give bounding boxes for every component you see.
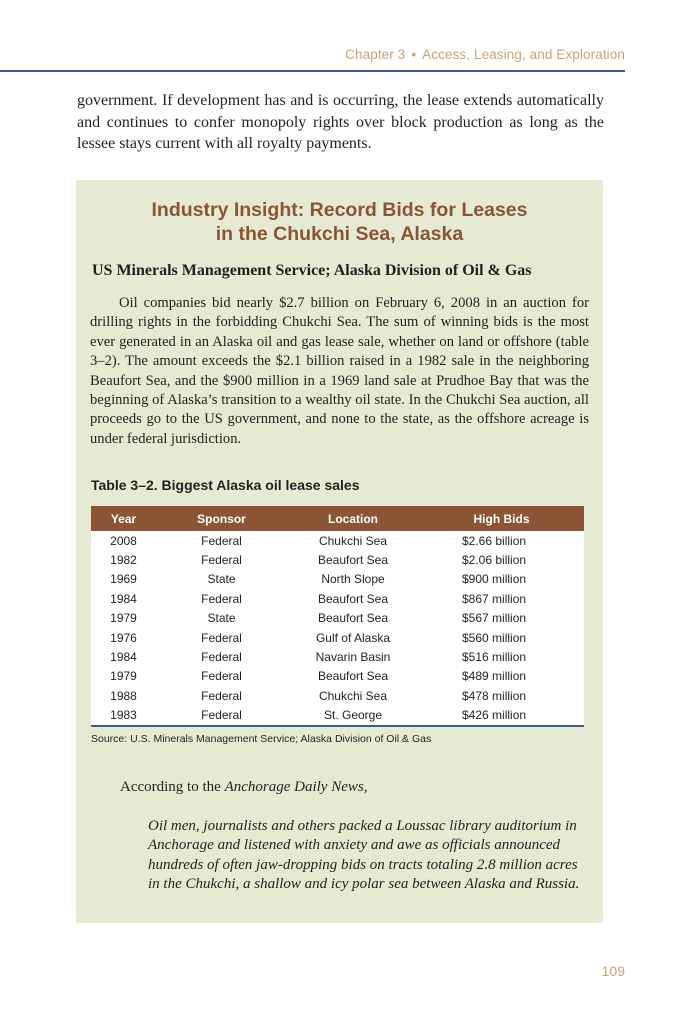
quote-intro xyxy=(120,777,367,797)
table-row xyxy=(91,550,584,569)
cell-location: Beaufort Sea xyxy=(317,611,389,626)
table-header-row xyxy=(91,506,584,531)
running-head-separator: • xyxy=(411,47,417,62)
table-row xyxy=(91,628,584,647)
cell-location: Beaufort Sea xyxy=(317,591,389,606)
running-head xyxy=(0,47,625,62)
cell-year: 2008 xyxy=(110,533,137,548)
table-row xyxy=(91,609,584,628)
cell-year: 1976 xyxy=(110,630,137,645)
cell-location: St. George xyxy=(323,708,383,723)
table-caption: Table 3–2. Biggest Alaska oil lease sales xyxy=(91,477,360,493)
cell-sponsor: Federal xyxy=(201,708,242,723)
cell-high-bids: $867 million xyxy=(462,591,527,606)
running-head-chapter: Chapter 3 xyxy=(345,47,406,62)
cell-location: North Slope xyxy=(321,572,385,587)
cell-year: 1983 xyxy=(110,708,137,723)
sidebar-title xyxy=(76,198,603,246)
cell-location: Chukchi Sea xyxy=(318,533,388,548)
sidebar-paragraph: Oil companies bid nearly $2.7 billion on February 6, 2008 in an auction for drilling rights in the forbidding Chukchi Sea. The sum of winning bids is the most ever generated in an Alaska oil and gas lease sale, whether on land or offshore (table 3–2). The amount exceeds the $2.1 billion raised in a 1982 sale in the neighboring Beaufort Sea, and the $900 million in a 1969 land sale at Prudhoe Bay that was the beginning of Alaska’s transition to a wealthy oil state. In the Chukchi Sea auction, all proceeds go to the US government, and none to the state, as the offshore acreage is under federal jurisdiction. xyxy=(90,295,589,447)
lease-sales-table xyxy=(91,506,584,727)
column-header-location: Location xyxy=(287,506,419,531)
industry-insight-sidebar xyxy=(76,180,603,923)
cell-sponsor: Federal xyxy=(201,650,242,665)
cell-sponsor: Federal xyxy=(201,669,242,684)
cell-sponsor: Federal xyxy=(201,533,242,548)
header-rule xyxy=(0,70,625,72)
sidebar-title-line-2: in the Chukchi Sea, Alaska xyxy=(215,223,464,245)
cell-year: 1982 xyxy=(110,553,137,568)
cell-year: 1984 xyxy=(110,591,137,606)
page-number: 109 xyxy=(601,963,625,979)
cell-high-bids: $516 million xyxy=(462,650,527,665)
cell-location: Gulf of Alaska xyxy=(315,630,391,645)
cell-year: 1988 xyxy=(110,688,137,703)
cell-high-bids: $426 million xyxy=(462,708,527,723)
column-header-sponsor: Sponsor xyxy=(156,506,287,531)
cell-year: 1984 xyxy=(110,650,137,665)
sidebar-subtitle: US Minerals Management Service; Alaska Division of Oil & Gas xyxy=(92,262,532,279)
cell-high-bids: $567 million xyxy=(462,611,527,626)
table-row xyxy=(91,706,584,726)
cell-sponsor: State xyxy=(207,611,236,626)
cell-high-bids: $900 million xyxy=(462,572,527,587)
cell-location: Navarin Basin xyxy=(315,650,391,665)
table-row xyxy=(91,647,584,666)
cell-year: 1979 xyxy=(110,669,137,684)
table-source-note: Source: U.S. Minerals Management Service; Alaska Division of Oil & Gas xyxy=(91,733,432,745)
cell-location: Beaufort Sea xyxy=(317,553,389,568)
cell-high-bids: $560 million xyxy=(462,630,527,645)
sidebar-title-line-1: Industry Insight: Record Bids for Leases xyxy=(151,199,528,221)
table-row xyxy=(91,667,584,686)
cell-high-bids: $2.06 billion xyxy=(462,553,527,568)
cell-high-bids: $478 million xyxy=(462,688,527,703)
cell-sponsor: Federal xyxy=(201,630,242,645)
table-row xyxy=(91,686,584,705)
column-header-year: Year xyxy=(91,506,156,531)
cell-sponsor: Federal xyxy=(201,553,242,568)
cell-year: 1969 xyxy=(110,572,137,587)
running-head-section: Access, Leasing, and Exploration xyxy=(422,47,625,62)
quote-intro-prefix: According to the xyxy=(120,779,225,795)
cell-location: Beaufort Sea xyxy=(317,669,389,684)
publication-name: Anchorage Daily News xyxy=(224,779,364,795)
cell-sponsor: Federal xyxy=(201,688,242,703)
column-header-high-bids: High Bids xyxy=(419,506,584,531)
cell-high-bids: $489 million xyxy=(462,669,527,684)
table-row xyxy=(91,589,584,608)
table-row xyxy=(91,570,584,589)
block-quote: Oil men, journalists and others packed a Loussac library auditorium in Anchorage and listened with anxiety and awe as officials announced hundreds of often jaw-dropping bids on tracts totaling 2.8 million acres in the Chukchi, a shallow and icy polar sea between Alaska and Russia. xyxy=(148,818,580,893)
quote-intro-suffix: , xyxy=(363,779,368,795)
cell-sponsor: State xyxy=(207,572,236,587)
cell-year: 1979 xyxy=(110,611,137,626)
cell-location: Chukchi Sea xyxy=(318,688,388,703)
cell-sponsor: Federal xyxy=(201,591,242,606)
body-paragraph: government. If development has and is occurring, the lease extends automatically and continues to confer monopoly rights over block production as long as the lessee stays current with all royalty payments. xyxy=(77,92,604,152)
cell-high-bids: $2.66 billion xyxy=(462,533,527,548)
table-row xyxy=(91,531,584,550)
